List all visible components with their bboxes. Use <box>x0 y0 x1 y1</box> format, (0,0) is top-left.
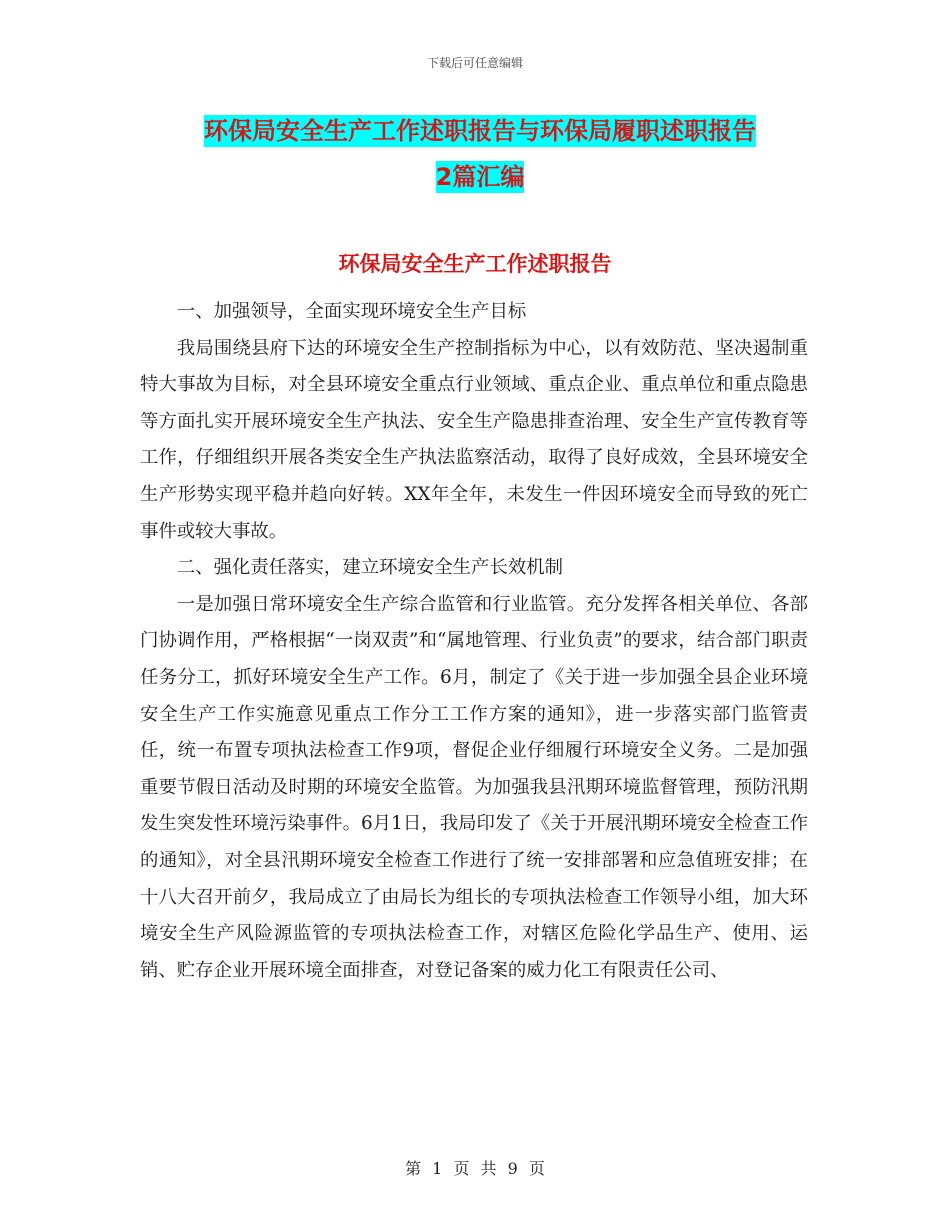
page-header-note: 下载后可任意编辑 <box>426 56 523 70</box>
page-number: 第 1 页 共 9 页 <box>405 1159 545 1178</box>
document-body <box>140 294 808 989</box>
heading-paragraph-2: 二、强化责任落实，建立环境安全生产长效机制 <box>176 557 564 579</box>
heading-paragraph-1: 一、加强领导，全面实现环境安全生产目标 <box>176 301 527 322</box>
document-title-line1: 环保局安全生产工作述职报告与环保局履职述职报告 <box>204 117 756 145</box>
document-title <box>140 108 820 200</box>
body-paragraph-2: 一是加强日常环境安全生产综合监管和行业监管。充分发挥各相关单位、各部门协调作用，严格根据“一岗双责”和“属地管理、行业负责”的要求，结合部门职责任务分工，抓好环境安全生产工作。6月，制定了《关于进一步加强全县企业环境安全生产工作实施意见重点工作分工工作方案的通知》，进一步落实部门监管责任，统一布置专项执法检查工作9项，督促企业仔细履行环境安全义务。二是加强重要节假日活动及时期的环境安全监管。为加强我县汛期环境监督管理，预防汛期发生突发性环境污染事件。6月1日，我局印发了《关于开展汛期环境安全检查工作的通知》，对全县汛期环境安全检查工作进行了统一安排部署和应急值班安排；在十八大召开前夕，我局成立了由局长为组长的专项执法检查工作领导小组，加大环境安全生产风险源监管的专项执法检查工作，对辖区危险化学品生产、使用、运销、贮存企业开展环境全面排查，对登记备案的威力化工有限责任公司、 <box>140 593 808 981</box>
document-title-line2: 2篇汇编 <box>435 163 525 191</box>
body-paragraph-1: 我局围绕县府下达的环境安全生产控制指标为中心，以有效防范、坚决遏制重特大事故为目标，对全县环境安全重点行业领域、重点企业、重点单位和重点隐患等方面扎实开展环境安全生产执法、安全生产隐患排查治理、安全生产宣传教育等工作，仔细组织开展各类安全生产执法监察活动，取得了良好成效，全县环境安全生产形势实现平稳并趋向好转。XX年全年，未发生一件因环境安全而导致的死亡事件或较大事故。 <box>140 337 808 542</box>
section-title: 环保局安全生产工作述职报告 <box>338 252 612 276</box>
